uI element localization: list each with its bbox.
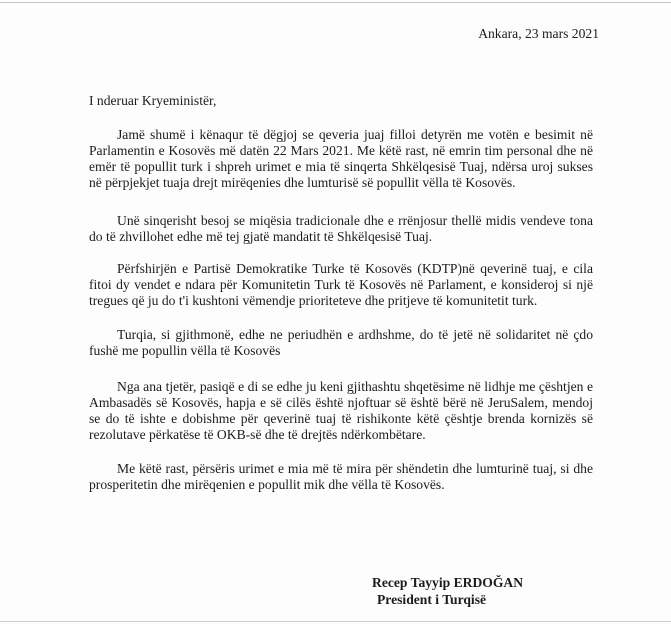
- paragraph-kdtp: [89, 261, 593, 309]
- letter-date: Ankara, 23 mars 2021: [478, 26, 599, 41]
- top-divider: [0, 2, 671, 3]
- signature-block: [372, 574, 523, 608]
- bottom-divider: [0, 621, 671, 622]
- paragraph-text: Me këtë rast, përsëris urimet e mia më të mira për shëndetin dhe lumturinë tuaj, si dhe prosperitetin dhe mirëqenien e popullit mik dhe vëlla të Kosovës.: [89, 461, 593, 492]
- signatory-title: President i Turqisë: [377, 592, 487, 607]
- paragraph-friendship: [89, 213, 593, 245]
- paragraph-embassy: [89, 379, 593, 443]
- salutation: I nderuar Kryeministër,: [89, 93, 217, 108]
- paragraph-congratulations: [89, 127, 593, 191]
- paragraph-closing: [89, 461, 593, 493]
- paragraph-solidarity: [89, 327, 593, 359]
- signatory-name: Recep Tayyip ERDOĞAN: [372, 575, 524, 590]
- paragraph-text: Nga ana tjetër, pasiqë e di se edhe ju keni gjithashtu shqetësime në lidhje me çështjen e Ambasadës së Kosovës, hapja e së cilës është njoftuar së është bërë në JeruSalem, mendoj se do të ishte e dobishme për qeverinë tuaj të rishikonte këtë çështje brenda kornizës së rezolutave përkatëse të OKB-së dhe të drejtës ndërkombëtare.: [89, 379, 593, 442]
- paragraph-text: Unë sinqerisht besoj se miqësia tradicionale dhe e rrënjosur thellë midis vendeve tona do të zhvillohet edhe më tej gjatë mandatit të Shkëlqesisë Tuaj.: [89, 213, 593, 244]
- paragraph-text: Jamë shumë i kënaqur të dëgjoj se qeveria juaj filloi detyrën me votën e besimit në Parlamentin e Kosovës më datën 22 Mars 2021. Me këtë rast, në emrin tim personal dhe në emër të popullit turk i shpreh urimet e mia të sinqerta Shkëlqesisë Tuaj, ndërsa uroj sukses në përpjekjet tuaja drejt mirëqenies dhe lumturisë së popullit vëlla të Kosovës.: [89, 127, 593, 190]
- paragraph-text: Përfshirjën e Partisë Demokratike Turke të Kosovës (KDTP)në qeverinë tuaj, e cila fitoi dy vendet e ndara për Komunitetin Turk të Kosovës në Parlament, e konsideroj si një tregues që ju do t'i kushtoni vëmendje prioriteteve dhe pritjeve të komunitetit turk.: [89, 261, 593, 308]
- paragraph-text: Turqia, si gjithmonë, edhe ne periudhën e ardhshme, do të jetë në solidaritet në çdo fushë me popullin vëlla të Kosovës: [89, 327, 593, 358]
